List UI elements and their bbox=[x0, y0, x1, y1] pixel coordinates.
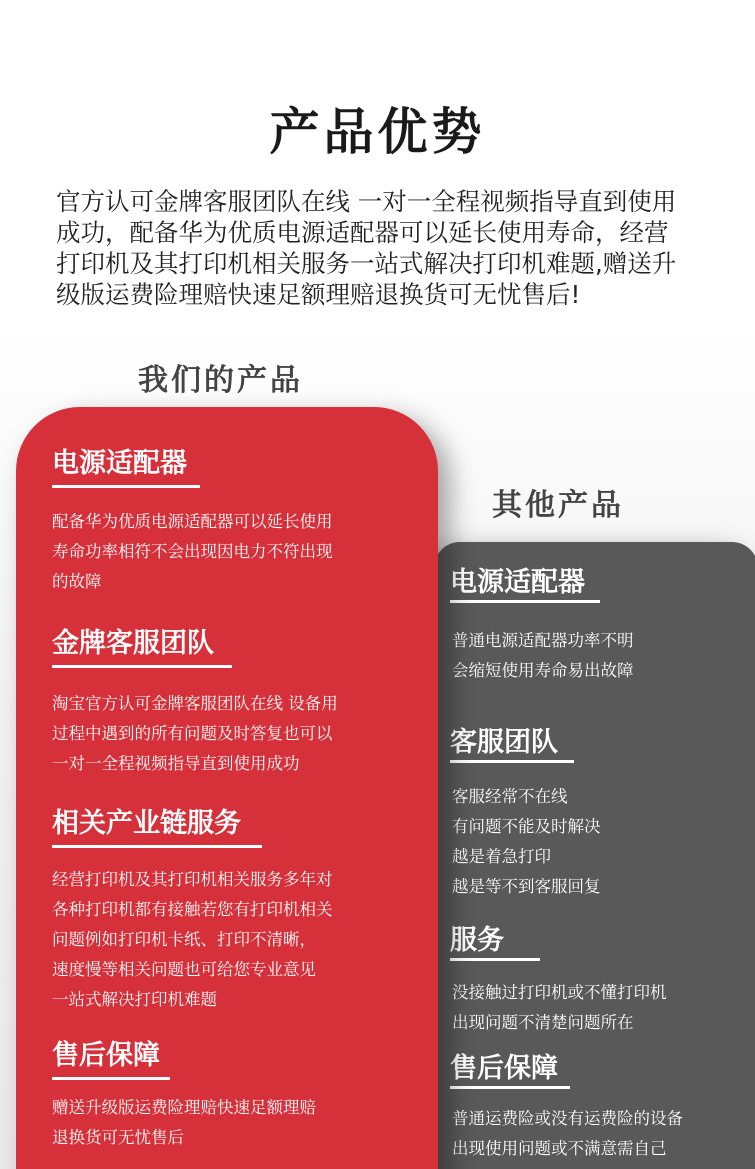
other-section-text-service bbox=[452, 978, 667, 1038]
other-products-label: 其他产品 bbox=[492, 488, 624, 523]
intro-line: 打印机及其打印机相关服务一站式解决打印机难题,赠送升 bbox=[56, 249, 677, 278]
text-line: 速度慢等相关问题也可给您专业意见 bbox=[52, 960, 316, 979]
text-line: 一对一全程视频指导直到使用成功 bbox=[52, 754, 300, 773]
text-line: 客服经常不在线 bbox=[452, 787, 568, 806]
text-line: 寿命功率相符不会出现因电力不符出现 bbox=[52, 542, 333, 561]
section-underline bbox=[450, 958, 540, 961]
our-section-title-gold-service-team: 金牌客服团队 bbox=[52, 628, 214, 659]
text-line: 出现使用问题或不满意需自己 bbox=[452, 1139, 667, 1158]
our-products-card bbox=[16, 407, 438, 1169]
our-section-title-power-adapter: 电源适配器 bbox=[52, 448, 187, 479]
section-underline bbox=[450, 600, 600, 603]
section-underline bbox=[52, 485, 200, 488]
page-title: 产品优势 bbox=[269, 103, 486, 161]
other-section-text-power-adapter bbox=[452, 626, 634, 686]
our-section-text-gold-service-team bbox=[52, 689, 338, 779]
text-line: 问题例如打印机卡纸、打印不清晰， bbox=[52, 930, 316, 949]
section-underline bbox=[52, 845, 262, 848]
text-line: 越是等不到客服回复 bbox=[452, 877, 601, 896]
text-line: 的故障 bbox=[52, 572, 102, 591]
text-line: 淘宝官方认可金牌客服团队在线 设备用 bbox=[52, 694, 338, 713]
text-line: 没接触过打印机或不懂打印机 bbox=[452, 983, 667, 1002]
text-line: 配备华为优质电源适配器可以延长使用 bbox=[52, 512, 333, 531]
our-products-label: 我们的产品 bbox=[138, 363, 303, 398]
our-section-text-power-adapter bbox=[52, 507, 333, 597]
text-line: 各种打印机都有接触若您有打印机相关 bbox=[52, 900, 333, 919]
text-line: 过程中遇到的所有问题及时答复也可以 bbox=[52, 724, 333, 743]
text-line: 经营打印机及其打印机相关服务多年对 bbox=[52, 870, 333, 889]
text-line: 普通电源适配器功率不明 bbox=[452, 631, 634, 650]
text-line: 退换货可无忧售后 bbox=[52, 1128, 184, 1147]
text-line: 越是着急打印 bbox=[452, 847, 551, 866]
other-section-title-after-sales: 售后保障 bbox=[450, 1053, 558, 1084]
intro-paragraph bbox=[56, 186, 736, 310]
text-line: 会缩短使用寿命易出故障 bbox=[452, 661, 634, 680]
our-section-title-industry-services: 相关产业链服务 bbox=[52, 808, 241, 839]
our-section-text-industry-services bbox=[52, 865, 333, 1015]
intro-line: 级版运费险理赔快速足额理赔退换货可无忧售后! bbox=[56, 280, 581, 309]
section-underline bbox=[52, 665, 232, 668]
text-line: 普通运费险或没有运费险的设备 bbox=[452, 1109, 683, 1128]
other-section-text-after-sales bbox=[452, 1104, 683, 1164]
other-section-title-power-adapter: 电源适配器 bbox=[450, 567, 585, 598]
other-section-title-service: 服务 bbox=[450, 925, 504, 956]
other-section-text-service-team bbox=[452, 782, 601, 902]
section-underline bbox=[52, 1077, 170, 1080]
text-line: 出现问题不清楚问题所在 bbox=[452, 1013, 634, 1032]
other-products-card bbox=[434, 542, 755, 1169]
other-section-title-service-team: 客服团队 bbox=[450, 727, 558, 758]
section-underline bbox=[450, 1086, 570, 1089]
text-line: 赠送升级版运费险理赔快速足额理赔 bbox=[52, 1098, 316, 1117]
section-underline bbox=[450, 760, 574, 763]
our-section-title-after-sales: 售后保障 bbox=[52, 1040, 160, 1071]
intro-line: 成功，配备华为优质电源适配器可以延长使用寿命，经营 bbox=[56, 218, 669, 247]
intro-line: 官方认可金牌客服团队在线 一对一全程视频指导直到使用 bbox=[56, 187, 677, 216]
text-line: 一站式解决打印机难题 bbox=[52, 990, 217, 1009]
our-section-text-after-sales bbox=[52, 1093, 316, 1153]
text-line: 有问题不能及时解决 bbox=[452, 817, 601, 836]
